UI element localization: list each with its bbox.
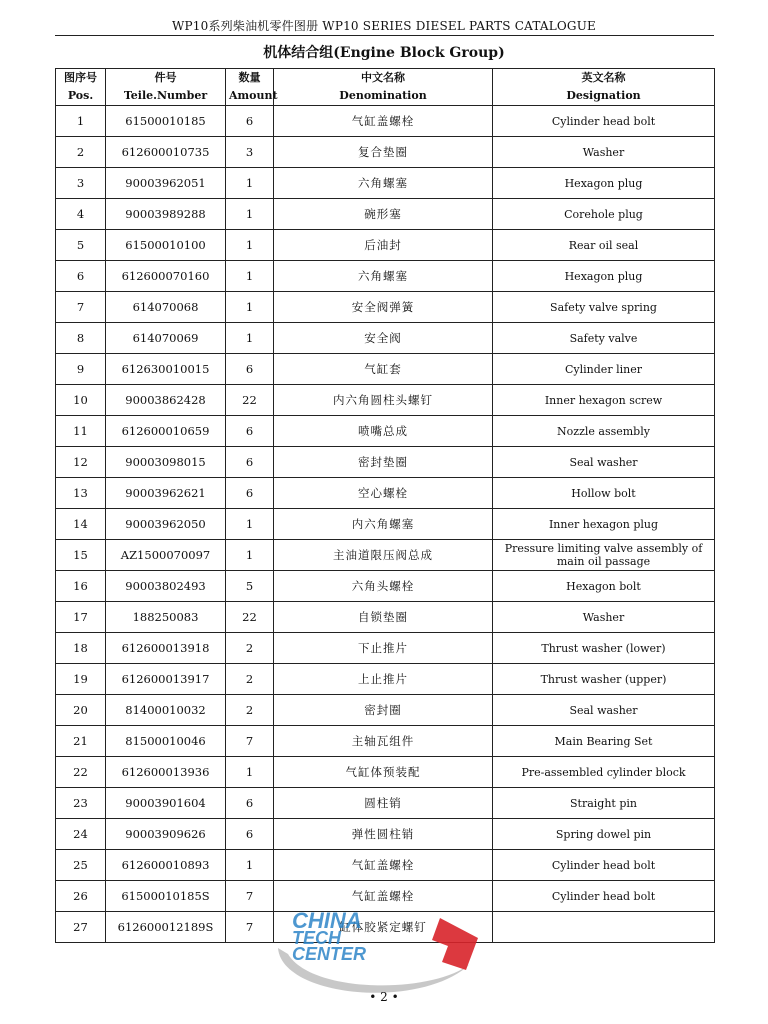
cell-amount: 5 [226,571,274,602]
cell-denomination: 气缸盖螺栓 [274,850,493,881]
cell-part-number: 90003862428 [106,385,226,416]
cell-pos: 5 [56,230,106,261]
cell-designation: Straight pin [493,788,715,819]
cell-part-number: 612600010893 [106,850,226,881]
cell-amount: 1 [226,292,274,323]
cell-part-number: 612630010015 [106,354,226,385]
cell-denomination: 复合垫圈 [274,137,493,168]
cell-part-number: 61500010185 [106,106,226,137]
table-row [56,323,715,354]
cell-denomination: 安全阀弹簧 [274,292,493,323]
cell-pos: 12 [56,447,106,478]
cell-pos: 22 [56,757,106,788]
cell-pos: 26 [56,881,106,912]
watermark-text-line3: CENTER [292,944,367,964]
watermark-text-line1: CHINA [292,908,362,933]
cell-part-number: 90003989288 [106,199,226,230]
table-row [56,540,715,571]
cell-part-number: 90003962050 [106,509,226,540]
cell-denomination: 缸体胶紧定螺钉 [274,912,493,943]
cell-pos: 18 [56,633,106,664]
cell-amount: 1 [226,230,274,261]
header-denomination: 中文名称 Denomination [274,69,493,106]
cell-pos: 21 [56,726,106,757]
table-row [56,602,715,633]
cell-designation: Inner hexagon plug [493,509,715,540]
table-row [56,726,715,757]
running-header: WP10系列柴油机零件图册 WP10 SERIES DIESEL PARTS CATALOGUE [172,19,596,33]
cell-denomination: 下止推片 [274,633,493,664]
cell-amount: 7 [226,881,274,912]
cell-amount: 7 [226,912,274,943]
cell-pos: 3 [56,168,106,199]
table-row [56,168,715,199]
cell-amount: 1 [226,509,274,540]
cell-pos: 23 [56,788,106,819]
cell-designation: Seal washer [493,695,715,726]
cell-designation: Cylinder head bolt [493,106,715,137]
cell-amount: 6 [226,478,274,509]
cell-denomination: 气缸体预装配 [274,757,493,788]
cell-designation: Hexagon plug [493,261,715,292]
cell-designation: Safety valve [493,323,715,354]
cell-amount: 2 [226,695,274,726]
header-part-number: 件号 Teile.Number [106,69,226,106]
cell-pos: 19 [56,664,106,695]
cell-part-number: 61500010100 [106,230,226,261]
cell-amount: 6 [226,354,274,385]
cell-part-number: 81500010046 [106,726,226,757]
cell-designation: Cylinder head bolt [493,850,715,881]
table-row [56,354,715,385]
cell-pos: 25 [56,850,106,881]
cell-denomination: 后油封 [274,230,493,261]
cell-designation: Cylinder head bolt [493,881,715,912]
cell-amount: 6 [226,819,274,850]
cell-pos: 11 [56,416,106,447]
cell-amount: 22 [226,385,274,416]
cell-pos: 7 [56,292,106,323]
cell-designation: Pressure limiting valve assembly of main oil passage [493,540,715,571]
cell-pos: 27 [56,912,106,943]
cell-pos: 8 [56,323,106,354]
cell-designation: Cylinder liner [493,354,715,385]
cell-designation: Hexagon plug [493,168,715,199]
cell-denomination: 密封圈 [274,695,493,726]
cell-part-number: 612600010659 [106,416,226,447]
cell-amount: 6 [226,416,274,447]
cell-part-number: 612600013918 [106,633,226,664]
cell-designation: Thrust washer (lower) [493,633,715,664]
cell-amount: 1 [226,850,274,881]
cell-denomination: 上止推片 [274,664,493,695]
cell-pos: 24 [56,819,106,850]
cell-amount: 7 [226,726,274,757]
cell-part-number: 612600070160 [106,261,226,292]
cell-denomination: 弹性圆柱销 [274,819,493,850]
cell-part-number: 612600010735 [106,137,226,168]
table-row [56,261,715,292]
cell-part-number: 61500010185S [106,881,226,912]
cell-part-number: 612600013917 [106,664,226,695]
cell-part-number: 90003909626 [106,819,226,850]
cell-amount: 6 [226,447,274,478]
cell-amount: 22 [226,602,274,633]
cell-part-number: 614070068 [106,292,226,323]
cell-part-number: 612600012189S [106,912,226,943]
table-row [56,292,715,323]
cell-denomination: 六角螺塞 [274,168,493,199]
header-pos: 图序号 Pos. [56,69,106,106]
parts-table [55,68,715,943]
header-amount: 数量 Amount [226,69,274,106]
cell-denomination: 安全阀 [274,323,493,354]
cell-part-number: 90003098015 [106,447,226,478]
cell-denomination: 主轴瓦组件 [274,726,493,757]
cell-part-number: 90003802493 [106,571,226,602]
cell-pos: 6 [56,261,106,292]
table-row [56,571,715,602]
cell-designation: Corehole plug [493,199,715,230]
cell-amount: 1 [226,199,274,230]
table-row [56,819,715,850]
cell-denomination: 圆柱销 [274,788,493,819]
table-row [56,509,715,540]
cell-denomination: 气缸盖螺栓 [274,881,493,912]
cell-denomination: 空心螺栓 [274,478,493,509]
cell-denomination: 自锁垫圈 [274,602,493,633]
cell-designation: Nozzle assembly [493,416,715,447]
page-number: • 2 • [369,990,399,1004]
cell-designation: Main Bearing Set [493,726,715,757]
cell-designation: Washer [493,137,715,168]
cell-denomination: 气缸盖螺栓 [274,106,493,137]
cell-amount: 1 [226,540,274,571]
table-row [56,106,715,137]
cell-denomination: 六角螺塞 [274,261,493,292]
cell-denomination: 主油道限压阀总成 [274,540,493,571]
header-rule [55,35,714,36]
cell-amount: 3 [226,137,274,168]
cell-denomination: 内六角圆柱头螺钉 [274,385,493,416]
header-designation: 英文名称 Designation [493,69,715,106]
cell-denomination: 喷嘴总成 [274,416,493,447]
cell-part-number: 612600013936 [106,757,226,788]
cell-amount: 1 [226,168,274,199]
table-row [56,230,715,261]
table-row [56,664,715,695]
cell-denomination: 碗形塞 [274,199,493,230]
cell-pos: 2 [56,137,106,168]
cell-designation: Safety valve spring [493,292,715,323]
table-row [56,757,715,788]
cell-part-number: 614070069 [106,323,226,354]
table-row [56,478,715,509]
cell-designation: Inner hexagon screw [493,385,715,416]
cell-pos: 14 [56,509,106,540]
table-row [56,788,715,819]
cell-amount: 1 [226,757,274,788]
table-row [56,385,715,416]
cell-designation [493,912,715,943]
cell-amount: 2 [226,664,274,695]
cell-denomination: 密封垫圈 [274,447,493,478]
cell-amount: 6 [226,106,274,137]
table-row [56,137,715,168]
page-title: 机体结合组(Engine Block Group) [263,45,505,61]
cell-pos: 1 [56,106,106,137]
cell-denomination: 内六角螺塞 [274,509,493,540]
table-row [56,447,715,478]
table-row [56,199,715,230]
cell-pos: 9 [56,354,106,385]
cell-pos: 17 [56,602,106,633]
cell-pos: 20 [56,695,106,726]
table-row [56,850,715,881]
cell-amount: 1 [226,323,274,354]
table-row [56,416,715,447]
table-header-row [56,69,715,106]
cell-denomination: 六角头螺栓 [274,571,493,602]
cell-designation: Seal washer [493,447,715,478]
cell-pos: 16 [56,571,106,602]
cell-amount: 2 [226,633,274,664]
table-row [56,695,715,726]
cell-designation: Rear oil seal [493,230,715,261]
cell-part-number: AZ1500070097 [106,540,226,571]
cell-part-number: 188250083 [106,602,226,633]
cell-pos: 10 [56,385,106,416]
cell-designation: Spring dowel pin [493,819,715,850]
watermark-arrow-icon [432,918,478,970]
cell-pos: 4 [56,199,106,230]
cell-designation: Thrust washer (upper) [493,664,715,695]
cell-pos: 13 [56,478,106,509]
cell-denomination: 气缸套 [274,354,493,385]
cell-designation: Hollow bolt [493,478,715,509]
table-row [56,633,715,664]
cell-amount: 6 [226,788,274,819]
cell-part-number: 90003901604 [106,788,226,819]
cell-amount: 1 [226,261,274,292]
watermark-text-line2: TECH [292,928,341,948]
cell-part-number: 81400010032 [106,695,226,726]
cell-designation: Washer [493,602,715,633]
cell-designation: Pre-assembled cylinder block [493,757,715,788]
cell-part-number: 90003962051 [106,168,226,199]
cell-designation: Hexagon bolt [493,571,715,602]
cell-part-number: 90003962621 [106,478,226,509]
cell-pos: 15 [56,540,106,571]
